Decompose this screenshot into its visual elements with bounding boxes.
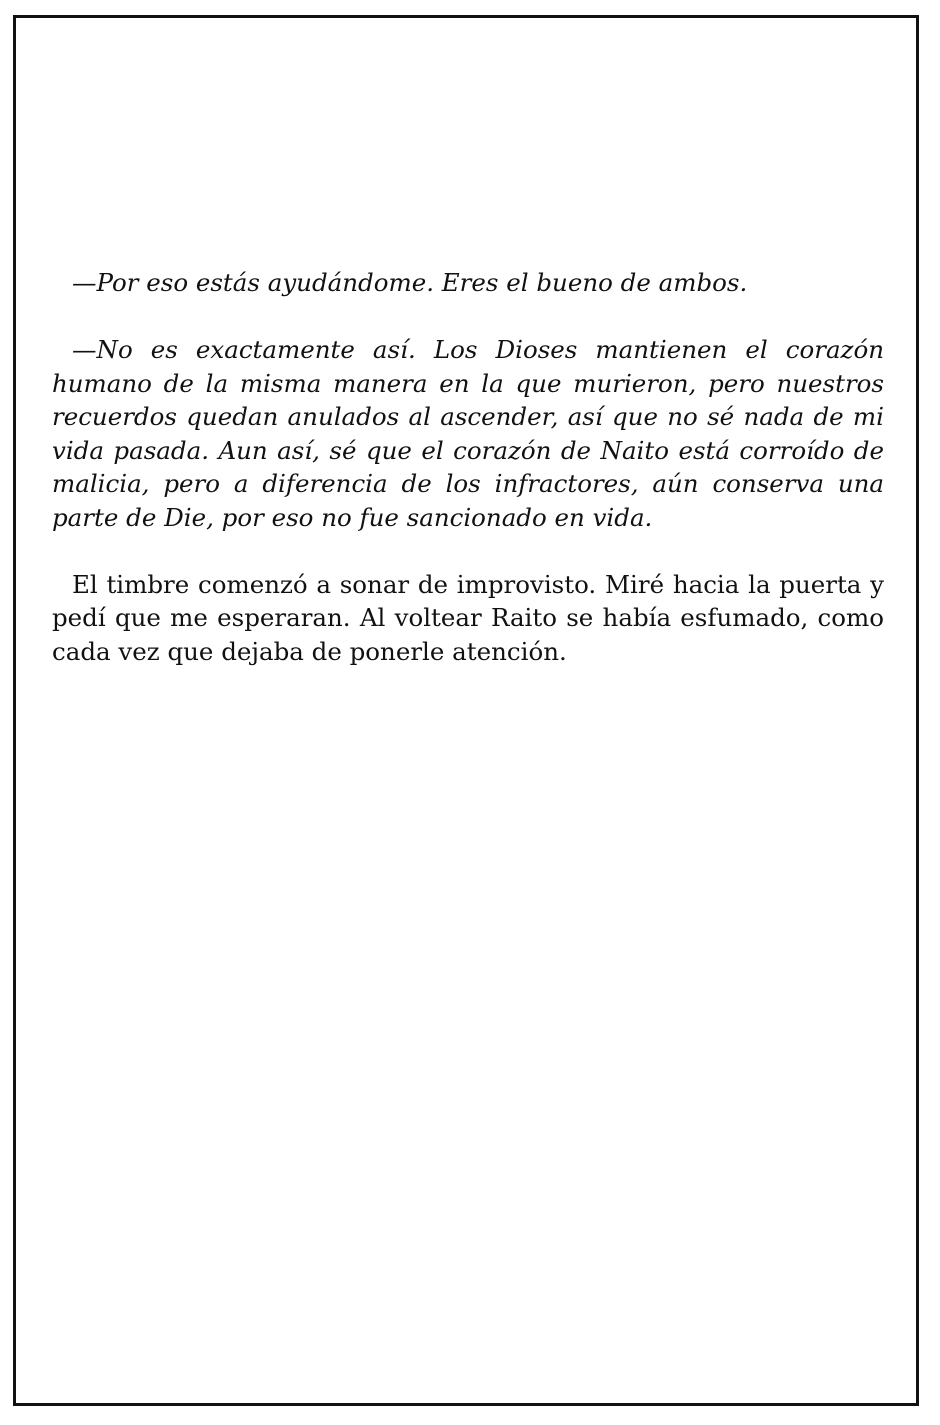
paragraph-dialogue-1: —Por eso estás ayudándome. Eres el bueno de ambos. xyxy=(72,268,748,297)
paragraph-dialogue-2: —No es exactamente así. Los Dioses mantienen el corazón humano de la misma manera en la que murieron, pero nuestros recuerdos quedan anulados al ascender, así que no sé nada de mi vida pasada. Aun así, sé que el corazón de Naito está corroído de malicia, pero a diferencia de los infractores, aún conserva una parte de Die, por eso no fue sancionado en vida. xyxy=(52,335,884,532)
body-text xyxy=(52,266,884,668)
paragraph-narration: El timbre comenzó a sonar de improvisto. Miré hacia la puerta y pedí que me esperaran. Al voltear Raito se había esfumado, como cada vez que dejaba de ponerle atención. xyxy=(52,569,884,666)
page-frame xyxy=(13,15,919,1406)
